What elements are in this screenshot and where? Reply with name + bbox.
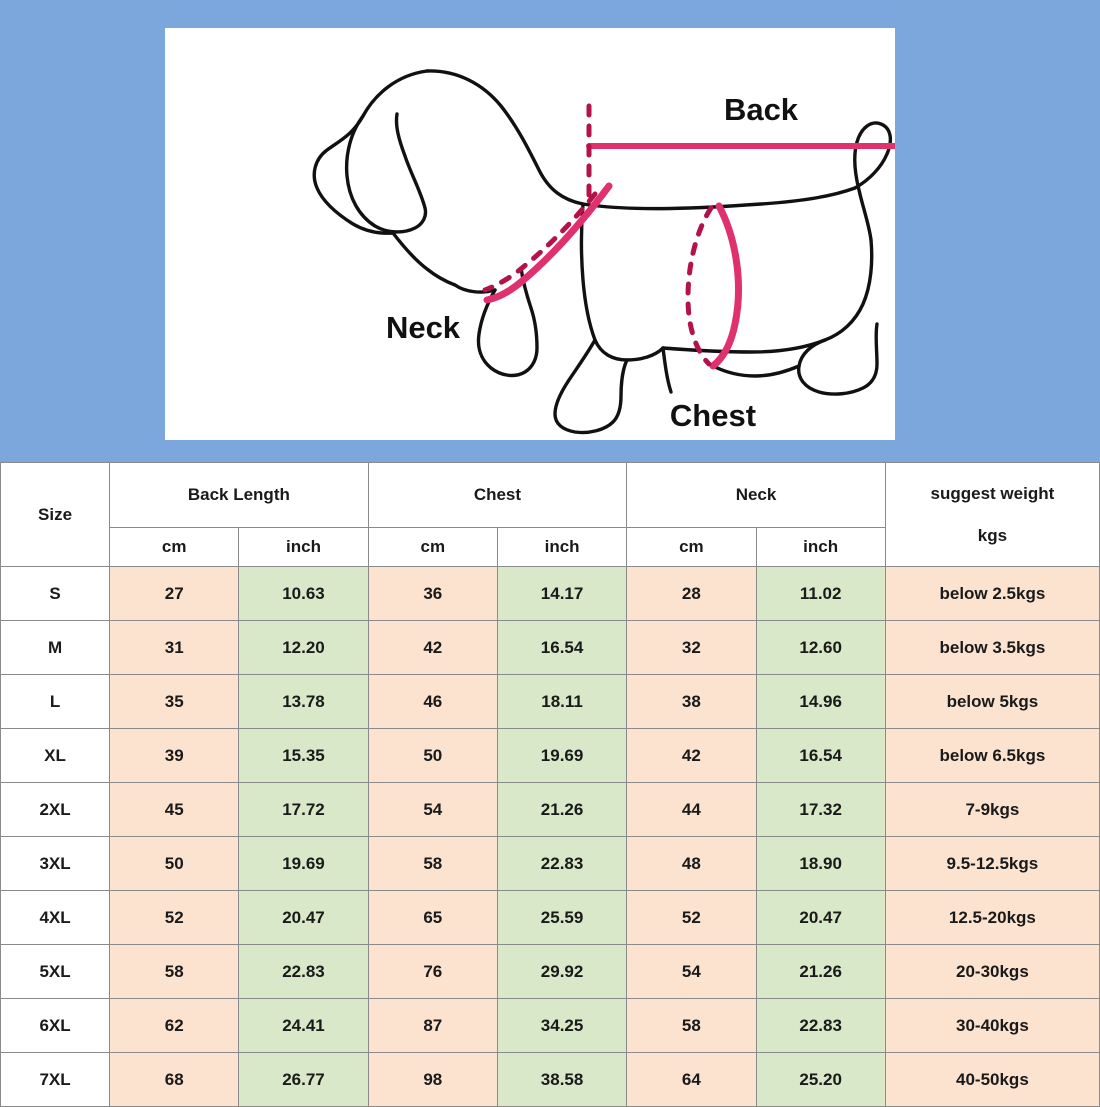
cell-chest-inch: 16.54 [497,621,626,675]
cell-chest-cm: 54 [368,783,497,837]
table-header-group-row [1,463,1100,528]
chest-measure-guide [688,208,711,364]
header-neck-inch: inch [756,528,885,567]
cell-size: S [1,567,110,621]
cell-chest-cm: 98 [368,1053,497,1107]
cell-weight: 40-50kgs [885,1053,1099,1107]
table-row [1,891,1100,945]
cell-chest-inch: 22.83 [497,837,626,891]
cell-chest-cm: 58 [368,837,497,891]
cell-chest-inch: 21.26 [497,783,626,837]
cell-neck-cm: 44 [627,783,756,837]
cell-neck-inch: 22.83 [756,999,885,1053]
diagram-panel [0,0,1100,462]
cell-back-inch: 19.69 [239,837,368,891]
cell-chest-cm: 36 [368,567,497,621]
cell-back-cm: 52 [110,891,239,945]
cell-weight: below 6.5kgs [885,729,1099,783]
header-suggest-weight [885,463,1099,567]
dog-outline-icon [314,71,890,433]
cell-chest-cm: 46 [368,675,497,729]
cell-chest-cm: 65 [368,891,497,945]
cell-size: 6XL [1,999,110,1053]
cell-neck-inch: 17.32 [756,783,885,837]
cell-back-inch: 17.72 [239,783,368,837]
cell-neck-cm: 54 [627,945,756,999]
cell-chest-inch: 29.92 [497,945,626,999]
cell-back-inch: 24.41 [239,999,368,1053]
table-row [1,621,1100,675]
cell-weight: 7-9kgs [885,783,1099,837]
cell-back-inch: 20.47 [239,891,368,945]
cell-chest-cm: 50 [368,729,497,783]
cell-neck-cm: 52 [627,891,756,945]
table-row [1,729,1100,783]
cell-back-inch: 12.20 [239,621,368,675]
cell-neck-inch: 20.47 [756,891,885,945]
cell-size: 2XL [1,783,110,837]
cell-chest-inch: 18.11 [497,675,626,729]
cell-weight: below 5kgs [885,675,1099,729]
cell-back-cm: 68 [110,1053,239,1107]
cell-neck-cm: 32 [627,621,756,675]
cell-size: 5XL [1,945,110,999]
dog-measurement-diagram [165,28,895,440]
header-neck: Neck [627,463,886,528]
label-chest: Chest [669,398,757,433]
cell-chest-inch: 34.25 [497,999,626,1053]
cell-neck-cm: 38 [627,675,756,729]
header-neck-cm: cm [627,528,756,567]
cell-back-cm: 62 [110,999,239,1053]
header-chest-cm: cm [368,528,497,567]
cell-neck-inch: 12.60 [756,621,885,675]
table-row [1,783,1100,837]
cell-back-inch: 10.63 [239,567,368,621]
cell-back-cm: 35 [110,675,239,729]
cell-neck-cm: 64 [627,1053,756,1107]
cell-back-cm: 31 [110,621,239,675]
cell-chest-inch: 25.59 [497,891,626,945]
cell-neck-cm: 48 [627,837,756,891]
cell-neck-cm: 42 [627,729,756,783]
cell-size: 7XL [1,1053,110,1107]
cell-neck-inch: 16.54 [756,729,885,783]
cell-back-inch: 26.77 [239,1053,368,1107]
cell-weight: 12.5-20kgs [885,891,1099,945]
cell-weight: below 2.5kgs [885,567,1099,621]
cell-back-cm: 45 [110,783,239,837]
cell-weight: 9.5-12.5kgs [885,837,1099,891]
cell-weight: 20-30kgs [885,945,1099,999]
cell-chest-cm: 87 [368,999,497,1053]
header-weight-unit: kgs [977,525,1008,545]
cell-chest-cm: 76 [368,945,497,999]
cell-neck-cm: 58 [627,999,756,1053]
table-head [1,463,1100,567]
cell-back-inch: 13.78 [239,675,368,729]
cell-size: XL [1,729,110,783]
cell-back-cm: 50 [110,837,239,891]
header-chest-inch: inch [497,528,626,567]
cell-chest-cm: 42 [368,621,497,675]
label-neck: Neck [385,310,461,345]
header-back-cm: cm [110,528,239,567]
table-row [1,1053,1100,1107]
cell-neck-inch: 11.02 [756,567,885,621]
header-size: Size [1,463,110,567]
cell-weight: 30-40kgs [885,999,1099,1053]
chest-measure-line [713,206,738,366]
cell-size: M [1,621,110,675]
cell-chest-inch: 19.69 [497,729,626,783]
cell-back-cm: 39 [110,729,239,783]
cell-back-inch: 15.35 [239,729,368,783]
header-back-inch: inch [239,528,368,567]
table-row [1,837,1100,891]
size-chart-table [0,462,1100,1107]
cell-back-inch: 22.83 [239,945,368,999]
cell-chest-inch: 14.17 [497,567,626,621]
cell-size: 4XL [1,891,110,945]
table-row [1,675,1100,729]
cell-neck-inch: 14.96 [756,675,885,729]
cell-size: 3XL [1,837,110,891]
cell-back-cm: 27 [110,567,239,621]
cell-back-cm: 58 [110,945,239,999]
cell-neck-inch: 25.20 [756,1053,885,1107]
label-back: Back [723,92,799,127]
header-chest: Chest [368,463,627,528]
table-row [1,945,1100,999]
cell-neck-inch: 21.26 [756,945,885,999]
header-back-length: Back Length [110,463,369,528]
header-suggest-weight-label: suggest weight [930,483,1055,503]
cell-size: L [1,675,110,729]
table-row [1,567,1100,621]
table-body [1,567,1100,1107]
cell-neck-cm: 28 [627,567,756,621]
cell-neck-inch: 18.90 [756,837,885,891]
cell-chest-inch: 38.58 [497,1053,626,1107]
table-row [1,999,1100,1053]
neck-measure-guide [485,194,595,290]
cell-weight: below 3.5kgs [885,621,1099,675]
size-table-panel [0,462,1100,1100]
